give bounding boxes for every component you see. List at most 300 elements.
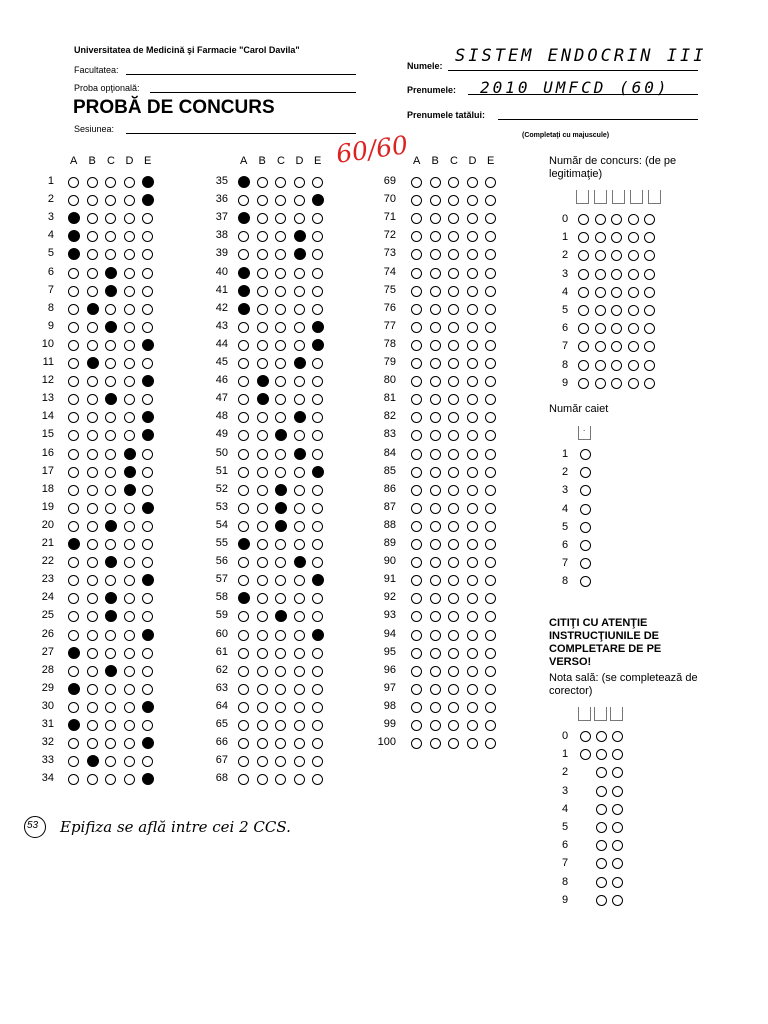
answer-bubble-16-d[interactable] — [124, 448, 136, 460]
answer-bubble-11-b[interactable] — [87, 357, 99, 369]
answer-bubble-5-d[interactable] — [124, 249, 135, 260]
answer-bubble-14-b[interactable] — [87, 412, 98, 423]
answer-bubble-62-a[interactable] — [238, 666, 249, 677]
answer-bubble-58-c[interactable] — [275, 593, 286, 604]
answer-bubble-51-c[interactable] — [275, 467, 286, 478]
answer-bubble-36-e[interactable] — [312, 194, 324, 206]
answer-bubble-86-e[interactable] — [485, 485, 496, 496]
answer-bubble-34-b[interactable] — [87, 774, 98, 785]
answer-bubble-72-c[interactable] — [448, 231, 459, 242]
answer-bubble-94-c[interactable] — [448, 630, 459, 641]
contest-bubble-1-3[interactable] — [611, 232, 622, 243]
answer-bubble-38-c[interactable] — [275, 231, 286, 242]
answer-bubble-33-a[interactable] — [68, 756, 79, 767]
answer-bubble-89-b[interactable] — [430, 539, 441, 550]
answer-bubble-82-d[interactable] — [467, 412, 478, 423]
answer-bubble-55-c[interactable] — [275, 539, 286, 550]
answer-bubble-42-c[interactable] — [275, 304, 286, 315]
answer-bubble-18-b[interactable] — [87, 485, 98, 496]
answer-bubble-65-e[interactable] — [312, 720, 323, 731]
answer-bubble-42-e[interactable] — [312, 304, 323, 315]
answer-bubble-92-e[interactable] — [485, 593, 496, 604]
answer-bubble-42-d[interactable] — [294, 304, 305, 315]
answer-bubble-84-b[interactable] — [430, 449, 441, 460]
answer-bubble-89-d[interactable] — [467, 539, 478, 550]
answer-bubble-49-a[interactable] — [238, 430, 249, 441]
answer-bubble-69-a[interactable] — [411, 177, 422, 188]
answer-bubble-41-c[interactable] — [275, 286, 286, 297]
answer-bubble-88-e[interactable] — [485, 521, 496, 532]
answer-bubble-36-a[interactable] — [238, 195, 249, 206]
answer-bubble-80-b[interactable] — [430, 376, 441, 387]
grade-bubble-7-1[interactable] — [596, 858, 607, 869]
answer-bubble-1-e[interactable] — [142, 176, 154, 188]
answer-bubble-34-c[interactable] — [105, 774, 116, 785]
answer-bubble-22-d[interactable] — [124, 557, 135, 568]
answer-bubble-70-d[interactable] — [467, 195, 478, 206]
answer-bubble-93-a[interactable] — [411, 611, 422, 622]
answer-bubble-61-e[interactable] — [312, 648, 323, 659]
answer-bubble-40-a[interactable] — [238, 267, 250, 279]
answer-bubble-40-b[interactable] — [257, 268, 268, 279]
answer-bubble-31-b[interactable] — [87, 720, 98, 731]
contest-bubble-8-5[interactable] — [644, 360, 655, 371]
answer-bubble-53-d[interactable] — [294, 503, 305, 514]
answer-bubble-30-c[interactable] — [105, 702, 116, 713]
answer-bubble-27-e[interactable] — [142, 648, 153, 659]
answer-bubble-23-b[interactable] — [87, 575, 98, 586]
answer-bubble-41-d[interactable] — [294, 286, 305, 297]
answer-bubble-8-d[interactable] — [124, 304, 135, 315]
answer-bubble-91-b[interactable] — [430, 575, 441, 586]
answer-bubble-12-a[interactable] — [68, 376, 79, 387]
grade-bubble-0-3[interactable] — [612, 731, 623, 742]
answer-bubble-40-d[interactable] — [294, 268, 305, 279]
answer-bubble-93-d[interactable] — [467, 611, 478, 622]
answer-bubble-16-e[interactable] — [142, 449, 153, 460]
answer-bubble-54-c[interactable] — [275, 520, 287, 532]
answer-bubble-52-b[interactable] — [257, 485, 268, 496]
answer-bubble-90-b[interactable] — [430, 557, 441, 568]
answer-bubble-59-d[interactable] — [294, 611, 305, 622]
answer-bubble-82-b[interactable] — [430, 412, 441, 423]
answer-bubble-10-c[interactable] — [105, 340, 116, 351]
answer-bubble-28-c[interactable] — [105, 665, 117, 677]
answer-bubble-77-a[interactable] — [411, 322, 422, 333]
answer-bubble-23-e[interactable] — [142, 574, 154, 586]
answer-bubble-86-c[interactable] — [448, 485, 459, 496]
answer-bubble-69-b[interactable] — [430, 177, 441, 188]
grade-bubble-2-2[interactable] — [612, 767, 623, 778]
answer-bubble-64-b[interactable] — [257, 702, 268, 713]
contest-bubble-0-2[interactable] — [595, 214, 606, 225]
contest-bubble-1-2[interactable] — [595, 232, 606, 243]
answer-bubble-74-a[interactable] — [411, 268, 422, 279]
answer-bubble-25-c[interactable] — [105, 610, 117, 622]
answer-bubble-76-b[interactable] — [430, 304, 441, 315]
contest-bubble-6-1[interactable] — [578, 323, 589, 334]
answer-bubble-57-a[interactable] — [238, 575, 249, 586]
answer-bubble-13-a[interactable] — [68, 394, 79, 405]
contest-bubble-3-4[interactable] — [628, 269, 639, 280]
answer-bubble-18-a[interactable] — [68, 485, 79, 496]
answer-bubble-17-e[interactable] — [142, 467, 153, 478]
answer-bubble-61-a[interactable] — [238, 648, 249, 659]
answer-bubble-89-c[interactable] — [448, 539, 459, 550]
contest-bubble-4-5[interactable] — [644, 287, 655, 298]
answer-bubble-22-b[interactable] — [87, 557, 98, 568]
answer-bubble-51-d[interactable] — [294, 467, 305, 478]
answer-bubble-36-b[interactable] — [257, 195, 268, 206]
answer-bubble-20-c[interactable] — [105, 520, 117, 532]
contest-bubble-0-3[interactable] — [611, 214, 622, 225]
answer-bubble-34-a[interactable] — [68, 774, 79, 785]
answer-bubble-66-a[interactable] — [238, 738, 249, 749]
answer-bubble-18-c[interactable] — [105, 485, 116, 496]
answer-bubble-7-e[interactable] — [142, 286, 153, 297]
answer-bubble-34-d[interactable] — [124, 774, 135, 785]
answer-bubble-45-e[interactable] — [312, 358, 323, 369]
answer-bubble-95-a[interactable] — [411, 648, 422, 659]
answer-bubble-66-e[interactable] — [312, 738, 323, 749]
answer-bubble-48-c[interactable] — [275, 412, 286, 423]
answer-bubble-22-c[interactable] — [105, 556, 117, 568]
answer-bubble-54-b[interactable] — [257, 521, 268, 532]
answer-bubble-5-b[interactable] — [87, 249, 98, 260]
answer-bubble-90-d[interactable] — [467, 557, 478, 568]
answer-bubble-93-c[interactable] — [448, 611, 459, 622]
answer-bubble-81-c[interactable] — [448, 394, 459, 405]
answer-bubble-58-e[interactable] — [312, 593, 323, 604]
answer-bubble-29-a[interactable] — [68, 683, 80, 695]
answer-bubble-19-c[interactable] — [105, 503, 116, 514]
answer-bubble-24-e[interactable] — [142, 593, 153, 604]
answer-bubble-87-c[interactable] — [448, 503, 459, 514]
answer-bubble-69-e[interactable] — [485, 177, 496, 188]
answer-bubble-43-b[interactable] — [257, 322, 268, 333]
answer-bubble-91-c[interactable] — [448, 575, 459, 586]
answer-bubble-11-c[interactable] — [105, 358, 116, 369]
answer-bubble-97-a[interactable] — [411, 684, 422, 695]
answer-bubble-19-e[interactable] — [142, 502, 154, 514]
answer-bubble-87-d[interactable] — [467, 503, 478, 514]
answer-bubble-56-c[interactable] — [275, 557, 286, 568]
answer-bubble-45-b[interactable] — [257, 358, 268, 369]
contest-bubble-9-2[interactable] — [595, 378, 606, 389]
answer-bubble-51-a[interactable] — [238, 467, 249, 478]
answer-bubble-77-c[interactable] — [448, 322, 459, 333]
answer-bubble-41-a[interactable] — [238, 285, 250, 297]
answer-bubble-58-d[interactable] — [294, 593, 305, 604]
answer-bubble-97-e[interactable] — [485, 684, 496, 695]
answer-bubble-44-d[interactable] — [294, 340, 305, 351]
answer-bubble-81-e[interactable] — [485, 394, 496, 405]
answer-bubble-21-d[interactable] — [124, 539, 135, 550]
answer-bubble-77-d[interactable] — [467, 322, 478, 333]
answer-bubble-97-b[interactable] — [430, 684, 441, 695]
contest-bubble-5-4[interactable] — [628, 305, 639, 316]
answer-bubble-25-e[interactable] — [142, 611, 153, 622]
grade-bubble-1-3[interactable] — [612, 749, 623, 760]
booklet-bubble-7[interactable] — [580, 558, 591, 569]
answer-bubble-100-b[interactable] — [430, 738, 441, 749]
answer-bubble-12-e[interactable] — [142, 375, 154, 387]
answer-bubble-53-e[interactable] — [312, 503, 323, 514]
answer-bubble-60-a[interactable] — [238, 630, 249, 641]
answer-bubble-11-d[interactable] — [124, 358, 135, 369]
contest-bubble-6-5[interactable] — [644, 323, 655, 334]
answer-bubble-21-b[interactable] — [87, 539, 98, 550]
answer-bubble-75-c[interactable] — [448, 286, 459, 297]
answer-bubble-37-c[interactable] — [275, 213, 286, 224]
answer-bubble-24-a[interactable] — [68, 593, 79, 604]
answer-bubble-4-a[interactable] — [68, 230, 80, 242]
answer-bubble-46-b[interactable] — [257, 375, 269, 387]
contest-bubble-5-3[interactable] — [611, 305, 622, 316]
answer-bubble-21-e[interactable] — [142, 539, 153, 550]
answer-bubble-21-c[interactable] — [105, 539, 116, 550]
answer-bubble-3-d[interactable] — [124, 213, 135, 224]
answer-bubble-21-a[interactable] — [68, 538, 80, 550]
grade-bubble-1-1[interactable] — [580, 749, 591, 760]
answer-bubble-80-c[interactable] — [448, 376, 459, 387]
answer-bubble-68-e[interactable] — [312, 774, 323, 785]
answer-bubble-37-d[interactable] — [294, 213, 305, 224]
answer-bubble-20-b[interactable] — [87, 521, 98, 532]
answer-bubble-49-b[interactable] — [257, 430, 268, 441]
answer-bubble-88-a[interactable] — [411, 521, 422, 532]
contest-bubble-5-1[interactable] — [578, 305, 589, 316]
answer-bubble-82-e[interactable] — [485, 412, 496, 423]
answer-bubble-28-b[interactable] — [87, 666, 98, 677]
answer-bubble-4-e[interactable] — [142, 231, 153, 242]
answer-bubble-11-e[interactable] — [142, 358, 153, 369]
answer-bubble-27-b[interactable] — [87, 648, 98, 659]
answer-bubble-14-d[interactable] — [124, 412, 135, 423]
answer-bubble-66-d[interactable] — [294, 738, 305, 749]
answer-bubble-71-b[interactable] — [430, 213, 441, 224]
answer-bubble-44-a[interactable] — [238, 340, 249, 351]
answer-bubble-1-b[interactable] — [87, 177, 98, 188]
answer-bubble-46-e[interactable] — [312, 376, 323, 387]
answer-bubble-5-a[interactable] — [68, 248, 80, 260]
answer-bubble-90-c[interactable] — [448, 557, 459, 568]
answer-bubble-76-a[interactable] — [411, 304, 422, 315]
answer-bubble-27-a[interactable] — [68, 647, 80, 659]
answer-bubble-78-e[interactable] — [485, 340, 496, 351]
contest-bubble-3-3[interactable] — [611, 269, 622, 280]
answer-bubble-72-d[interactable] — [467, 231, 478, 242]
grade-bubble-9-2[interactable] — [612, 895, 623, 906]
answer-bubble-53-b[interactable] — [257, 503, 268, 514]
answer-bubble-65-b[interactable] — [257, 720, 268, 731]
contest-bubble-1-5[interactable] — [644, 232, 655, 243]
answer-bubble-4-d[interactable] — [124, 231, 135, 242]
answer-bubble-16-c[interactable] — [105, 449, 116, 460]
answer-bubble-80-a[interactable] — [411, 376, 422, 387]
answer-bubble-96-c[interactable] — [448, 666, 459, 677]
answer-bubble-93-b[interactable] — [430, 611, 441, 622]
answer-bubble-14-e[interactable] — [142, 411, 154, 423]
contest-bubble-2-1[interactable] — [578, 250, 589, 261]
answer-bubble-59-e[interactable] — [312, 611, 323, 622]
answer-bubble-22-a[interactable] — [68, 557, 79, 568]
answer-bubble-32-b[interactable] — [87, 738, 98, 749]
answer-bubble-25-d[interactable] — [124, 611, 135, 622]
grade-bubble-5-2[interactable] — [612, 822, 623, 833]
answer-bubble-2-e[interactable] — [142, 194, 154, 206]
answer-bubble-98-d[interactable] — [467, 702, 478, 713]
answer-bubble-46-d[interactable] — [294, 376, 305, 387]
answer-bubble-63-a[interactable] — [238, 684, 249, 695]
answer-bubble-96-b[interactable] — [430, 666, 441, 677]
answer-bubble-60-c[interactable] — [275, 630, 286, 641]
answer-bubble-47-c[interactable] — [275, 394, 286, 405]
answer-bubble-35-d[interactable] — [294, 177, 305, 188]
contest-bubble-7-4[interactable] — [628, 341, 639, 352]
answer-bubble-64-d[interactable] — [294, 702, 305, 713]
answer-bubble-49-c[interactable] — [275, 429, 287, 441]
contest-bubble-4-2[interactable] — [595, 287, 606, 298]
answer-bubble-20-d[interactable] — [124, 521, 135, 532]
answer-bubble-53-a[interactable] — [238, 503, 249, 514]
answer-bubble-44-b[interactable] — [257, 340, 268, 351]
answer-bubble-43-d[interactable] — [294, 322, 305, 333]
answer-bubble-100-d[interactable] — [467, 738, 478, 749]
answer-bubble-84-e[interactable] — [485, 449, 496, 460]
answer-bubble-33-e[interactable] — [142, 756, 153, 767]
contest-bubble-6-2[interactable] — [595, 323, 606, 334]
answer-bubble-13-d[interactable] — [124, 394, 135, 405]
answer-bubble-32-e[interactable] — [142, 737, 154, 749]
answer-bubble-13-c[interactable] — [105, 393, 117, 405]
answer-bubble-94-a[interactable] — [411, 630, 422, 641]
answer-bubble-3-a[interactable] — [68, 212, 80, 224]
answer-bubble-98-e[interactable] — [485, 702, 496, 713]
answer-bubble-26-b[interactable] — [87, 630, 98, 641]
answer-bubble-60-d[interactable] — [294, 630, 305, 641]
answer-bubble-30-a[interactable] — [68, 702, 79, 713]
answer-bubble-81-d[interactable] — [467, 394, 478, 405]
answer-bubble-80-d[interactable] — [467, 376, 478, 387]
answer-bubble-44-e[interactable] — [312, 339, 324, 351]
answer-bubble-40-c[interactable] — [275, 268, 286, 279]
answer-bubble-68-d[interactable] — [294, 774, 305, 785]
answer-bubble-47-a[interactable] — [238, 394, 249, 405]
answer-bubble-79-e[interactable] — [485, 358, 496, 369]
answer-bubble-66-b[interactable] — [257, 738, 268, 749]
contest-bubble-8-1[interactable] — [578, 360, 589, 371]
answer-bubble-68-c[interactable] — [275, 774, 286, 785]
answer-bubble-94-b[interactable] — [430, 630, 441, 641]
answer-bubble-55-e[interactable] — [312, 539, 323, 550]
answer-bubble-61-c[interactable] — [275, 648, 286, 659]
answer-bubble-14-c[interactable] — [105, 412, 116, 423]
answer-bubble-75-b[interactable] — [430, 286, 441, 297]
answer-bubble-59-a[interactable] — [238, 611, 249, 622]
answer-bubble-69-c[interactable] — [448, 177, 459, 188]
answer-bubble-85-b[interactable] — [430, 467, 441, 478]
answer-bubble-95-b[interactable] — [430, 648, 441, 659]
answer-bubble-7-c[interactable] — [105, 285, 117, 297]
answer-bubble-27-c[interactable] — [105, 648, 116, 659]
answer-bubble-14-a[interactable] — [68, 412, 79, 423]
answer-bubble-85-a[interactable] — [411, 467, 422, 478]
answer-bubble-15-a[interactable] — [68, 430, 79, 441]
answer-bubble-3-c[interactable] — [105, 213, 116, 224]
answer-bubble-45-c[interactable] — [275, 358, 286, 369]
contest-bubble-2-5[interactable] — [644, 250, 655, 261]
answer-bubble-33-c[interactable] — [105, 756, 116, 767]
contest-bubble-6-4[interactable] — [628, 323, 639, 334]
answer-bubble-88-d[interactable] — [467, 521, 478, 532]
answer-bubble-74-c[interactable] — [448, 268, 459, 279]
answer-bubble-10-a[interactable] — [68, 340, 79, 351]
answer-bubble-70-a[interactable] — [411, 195, 422, 206]
answer-bubble-83-b[interactable] — [430, 430, 441, 441]
contest-bubble-2-2[interactable] — [595, 250, 606, 261]
answer-bubble-52-e[interactable] — [312, 485, 323, 496]
answer-bubble-11-a[interactable] — [68, 358, 79, 369]
answer-bubble-48-d[interactable] — [294, 411, 306, 423]
answer-bubble-91-a[interactable] — [411, 575, 422, 586]
answer-bubble-95-c[interactable] — [448, 648, 459, 659]
answer-bubble-1-c[interactable] — [105, 177, 116, 188]
answer-bubble-56-d[interactable] — [294, 556, 306, 568]
answer-bubble-84-d[interactable] — [467, 449, 478, 460]
answer-bubble-38-e[interactable] — [312, 231, 323, 242]
answer-bubble-58-b[interactable] — [257, 593, 268, 604]
answer-bubble-68-a[interactable] — [238, 774, 249, 785]
answer-bubble-18-d[interactable] — [124, 484, 136, 496]
answer-bubble-55-d[interactable] — [294, 539, 305, 550]
answer-bubble-80-e[interactable] — [485, 376, 496, 387]
answer-bubble-50-c[interactable] — [275, 449, 286, 460]
answer-bubble-70-c[interactable] — [448, 195, 459, 206]
answer-bubble-52-d[interactable] — [294, 485, 305, 496]
grade-bubble-6-2[interactable] — [612, 840, 623, 851]
answer-bubble-93-e[interactable] — [485, 611, 496, 622]
answer-bubble-22-e[interactable] — [142, 557, 153, 568]
answer-bubble-48-e[interactable] — [312, 412, 323, 423]
answer-bubble-34-e[interactable] — [142, 773, 154, 785]
answer-bubble-79-b[interactable] — [430, 358, 441, 369]
contest-bubble-9-4[interactable] — [628, 378, 639, 389]
answer-bubble-17-d[interactable] — [124, 466, 136, 478]
answer-bubble-99-e[interactable] — [485, 720, 496, 731]
answer-bubble-94-e[interactable] — [485, 630, 496, 641]
grade-bubble-0-2[interactable] — [596, 731, 607, 742]
answer-bubble-49-d[interactable] — [294, 430, 305, 441]
answer-bubble-99-d[interactable] — [467, 720, 478, 731]
answer-bubble-71-a[interactable] — [411, 213, 422, 224]
answer-bubble-26-a[interactable] — [68, 630, 79, 641]
answer-bubble-1-d[interactable] — [124, 177, 135, 188]
answer-bubble-42-a[interactable] — [238, 303, 250, 315]
answer-bubble-92-d[interactable] — [467, 593, 478, 604]
answer-bubble-10-b[interactable] — [87, 340, 98, 351]
answer-bubble-12-c[interactable] — [105, 376, 116, 387]
answer-bubble-2-d[interactable] — [124, 195, 135, 206]
answer-bubble-99-b[interactable] — [430, 720, 441, 731]
answer-bubble-35-a[interactable] — [238, 176, 250, 188]
answer-bubble-25-b[interactable] — [87, 611, 98, 622]
booklet-bubble-5[interactable] — [580, 522, 591, 533]
answer-bubble-57-b[interactable] — [257, 575, 268, 586]
answer-bubble-77-e[interactable] — [485, 322, 496, 333]
answer-bubble-83-c[interactable] — [448, 430, 459, 441]
answer-bubble-17-c[interactable] — [105, 467, 116, 478]
